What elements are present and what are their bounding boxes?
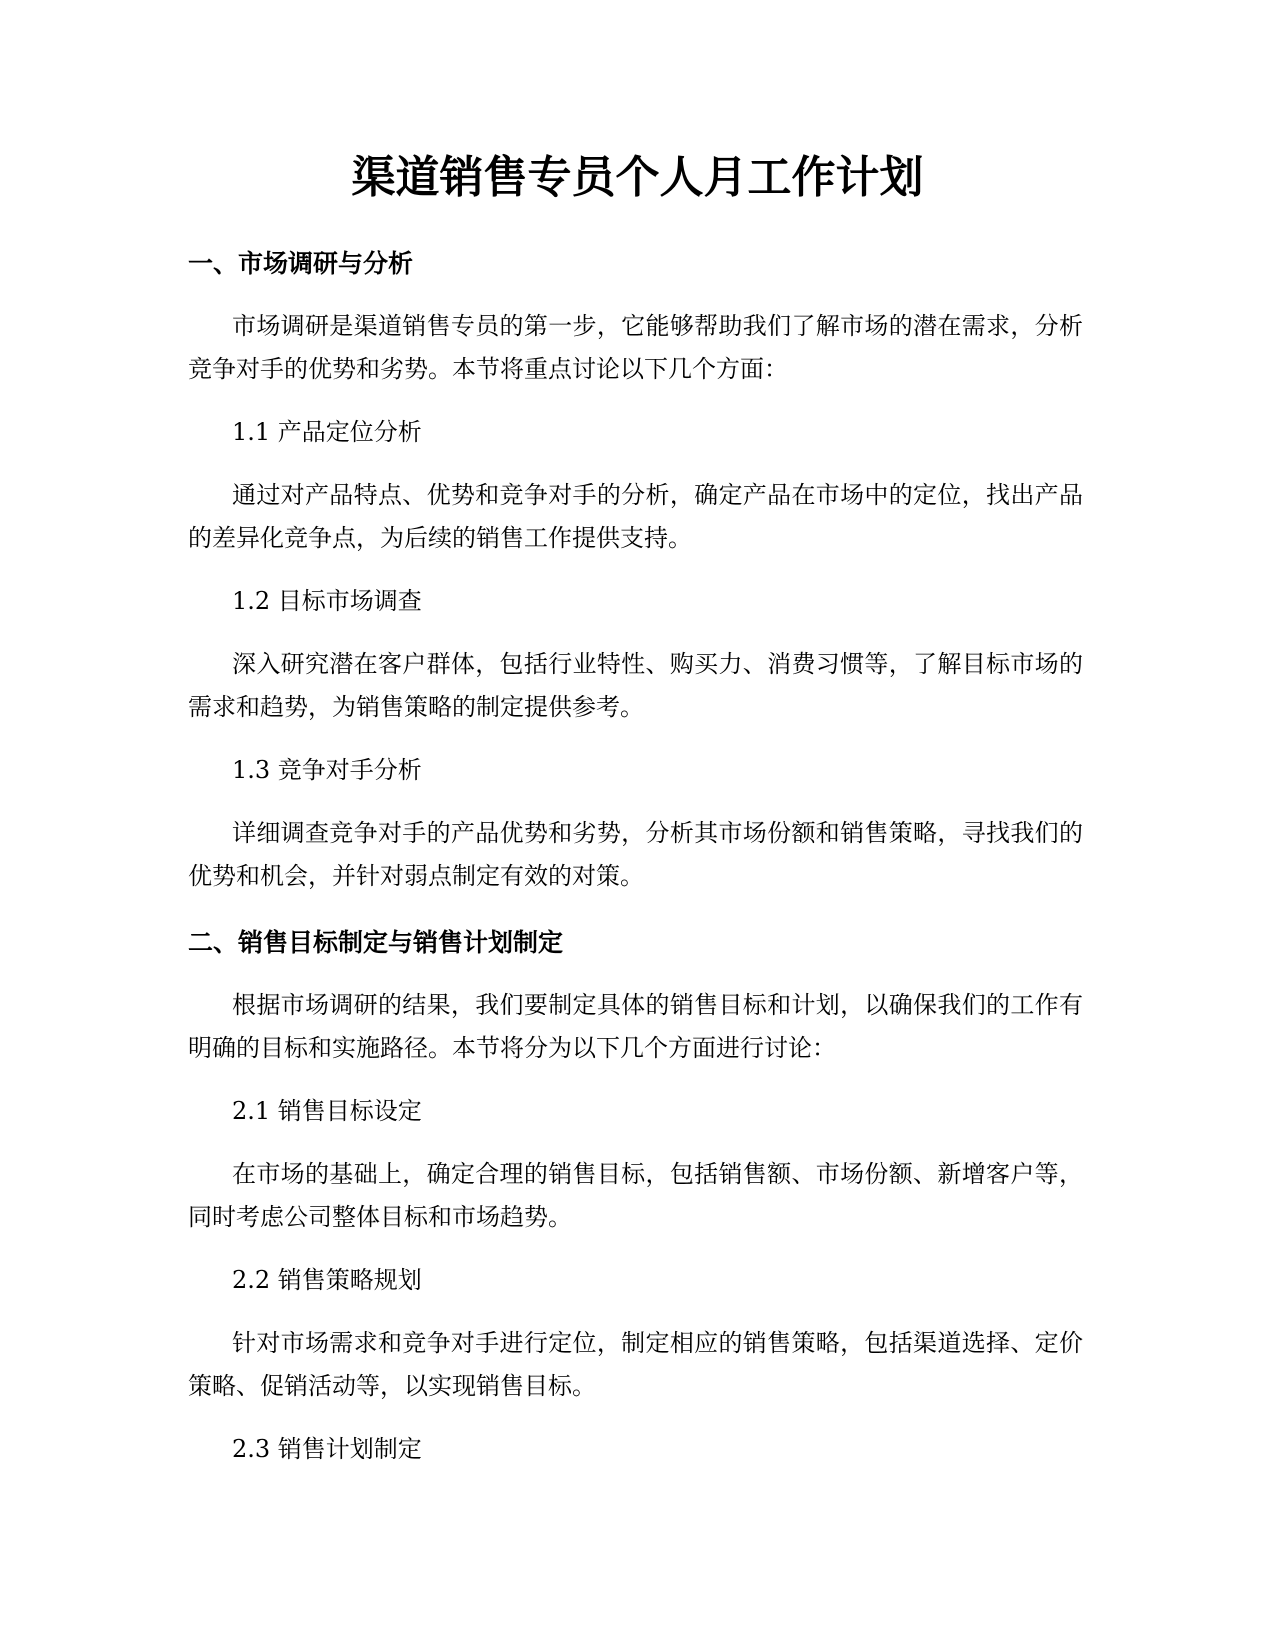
section-heading: 二、销售目标制定与销售计划制定 (188, 928, 564, 957)
document-body (188, 245, 1083, 1471)
section-intro: 市场调研是渠道销售专员的第一步，它能够帮助我们了解市场的潜在需求，分析竞争对手的优势和劣势。本节将重点讨论以下几个方面： (188, 312, 1083, 383)
subsection-title: 2.2 销售策略规划 (232, 1266, 422, 1294)
subsection-body: 通过对产品特点、优势和竞争对手的分析，确定产品在市场中的定位，找出产品的差异化竞争点，为后续的销售工作提供支持。 (188, 481, 1083, 552)
subsection-title: 1.2 目标市场调查 (232, 587, 422, 615)
subsection-title: 2.1 销售目标设定 (232, 1097, 422, 1125)
subsection-title: 2.3 销售计划制定 (232, 1435, 422, 1463)
document-title: 渠道销售专员个人月工作计划 (351, 152, 924, 203)
subsection-title: 1.1 产品定位分析 (232, 418, 422, 446)
subsection-body: 在市场的基础上，确定合理的销售目标，包括销售额、市场份额、新增客户等，同时考虑公司整体目标和市场趋势。 (188, 1160, 1083, 1231)
subsection-body: 针对市场需求和竞争对手进行定位，制定相应的销售策略，包括渠道选择、定价策略、促销活动等，以实现销售目标。 (188, 1329, 1083, 1400)
section-heading: 一、市场调研与分析 (188, 249, 414, 278)
subsection-body: 详细调查竞争对手的产品优势和劣势，分析其市场份额和销售策略，寻找我们的优势和机会，并针对弱点制定有效的对策。 (188, 819, 1083, 890)
subsection-title: 1.3 竞争对手分析 (232, 756, 422, 784)
section-intro: 根据市场调研的结果，我们要制定具体的销售目标和计划，以确保我们的工作有明确的目标和实施路径。本节将分为以下几个方面进行讨论： (188, 991, 1083, 1062)
subsection-body: 深入研究潜在客户群体，包括行业特性、购买力、消费习惯等，了解目标市场的需求和趋势，为销售策略的制定提供参考。 (188, 650, 1083, 721)
